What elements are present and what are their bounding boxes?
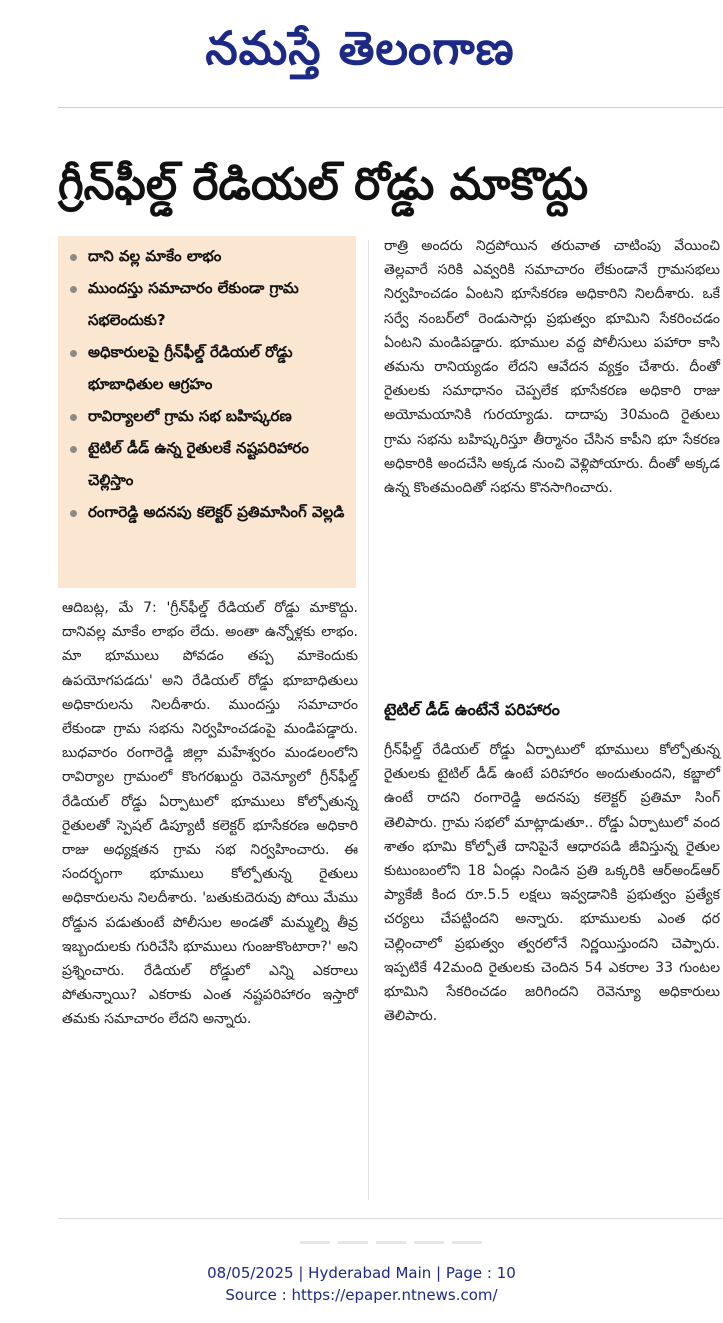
article-body-left: ఆదిబట్ల, మే 7: 'గ్రీన్‌ఫీల్డ్ రేడియల్ రోడ్డు మాకొద్దు. దానివల్ల మాకేం లాభం లేదు. అంతా ఉన్నోళ్లకు లాభం. మా భూములు పోవడం తప్ప మాకెందుకు ఉపయోగపడదు' అని రేడియల్ రోడ్డు భూబాధితులు అధికారులను నిలదీశారు. ముందస్తు సమాచారం లేకుండా గ్రామ సభను నిర్వహించడంపై మండిపడ్డారు. బుధవారం రంగారెడ్డి జిల్లా మహేశ్వరం మండలంలోని రావిర్యాల గ్రామంలో కొంగరఖుర్దు రెవెన్యూలో గ్రీన్‌ఫీల్డ్ రేడియల్ రోడ్డు ఏర్పాటులో భూములు కోల్పోతున్న రైతులతో స్పెషల్ డిప్యూటీ కలెక్టర్ భూసేకరణ అధికారి రాజు అధ్యక్షతన గ్రామ సభ నిర్వహించారు. ఈ సందర్భంగా భూములు కోల్పోతున్న రైతులు అధికారులను నిలదీశారు. 'బతుకుదెరువు పోయి మేము రోడ్డున పడుతుంటే పోలీసుల అండతో మమ్మల్ని తీవ్ర ఇబ్బందులకు గురిచేసి భూములు గుంజుకొంటారా?' అని ప్రశ్నించారు. రేడియల్ రోడ్డులో ఎన్ని ఎకరాలు పోతున్నాయి? ఎకరాకు ఎంత నష్టపరిహారం ఇస్తారో తమకు సమాచారం లేదని అన్నారు. [62,600,358,1028]
column-divider [368,240,369,1200]
cropped-next-article-edge [300,1232,560,1242]
highlights-box [58,236,356,588]
highlight-item: టైటిల్ డీడ్ ఉన్న రైతులకే నష్టపరిహారం చెల్లిస్తాం [68,432,350,496]
article-body-right: రాత్రి అందరు నిద్రపోయిన తరువాత చాటింపు వేయించి తెల్లవారే సరికి ఎవ్వరికి సమాచారం లేకుండానే గ్రామసభలు నిర్వహించడం ఏంటని భూసేకరణ అధికారిని నిలదీశారు. ఒకే సర్వే నంబర్‌లో రెండుసార్లు ప్రభుత్వం భూమిని సేకరించడం ఏంటని మండిపడ్డారు. భూముల వద్ద పోలీసులు పహారా కాసి తమను రానియ్యడం లేదని ఆవేదన వ్యక్తం చేశారు. దీంతో రైతులకు సమాధానం చెప్పలేక భూసేకరణ అధికారి రాజు అయోమయానికి గురయ్యాడు. దాదాపు 30మంది రైతులు గ్రామ సభను బహిష్కరిస్తూ తీర్మానం చేసిన కాపీని భూ సేకరణ అధికారికి అందచేసి అక్కడ నుంచి వెళ్లిపోయారు. దీంతో అక్కడ ఉన్న కొంతమందితో సభను కొనసాగించారు. [384,238,720,497]
highlight-item: రావిర్యాలలో గ్రామ సభ బహిష్కరణ [68,400,350,432]
article-body-right-continued: గ్రీన్‌ఫీల్డ్ రేడియల్ రోడ్డు ఏర్పాటులో భూములు కోల్పోతున్న రైతులకు టైటిల్ డీడ్ ఉంటే పరిహారం అందుతుందని, కబ్జాలో ఉంటే రాదని రంగారెడ్డి అదనపు కలెక్టర్ ప్రతిమా సింగ్ తెలిపారు. గ్రామ సభలో మాట్లాడుతూ.. రోడ్డు ఏర్పాటులో వంద శాతం భూమి కోల్పోతే దానిపైనే ఆధారపడి జీవిస్తున్న రైతుల కుటుంబంలోని 18 ఏండ్లు నిండిన ప్రతి ఒక్కరికి ఆర్‌అండ్‌ఆర్ ప్యాకేజీ కింద రూ.5.5 లక్షలు ఇవ్వడానికి ప్రభుత్వం ప్రత్యేక చర్యలు చేపట్టిందని అన్నారు. భూములకు ఎంత ధర చెల్లించాలో ప్రభుత్వం త్వరలోనే నిర్ణయిస్తుందని చెప్పారు. ఇప్పటికే 42మంది రైతులకు చెందిన 54 ఎకరాల 33 గుంటల భూమిని సేకరించడం జరిగిందని రెవెన్యూ అధికారులు తెలిపారు. [384,742,720,1025]
highlight-item: దాని వల్ల మాకేం లాభం [68,240,350,272]
bottom-divider [58,1218,723,1219]
article-headline: గ్రీన్‌ఫీల్డ్ రేడియల్ రోడ్డు మాకొద్దు [58,159,589,210]
source-link[interactable]: Source : https://epaper.ntnews.com/ [225,1286,498,1304]
newspaper-masthead: నమస్తే తెలంగాణ [205,21,515,75]
masthead-divider [58,107,723,108]
highlight-item: ముందస్తు సమాచారం లేకుండా గ్రామ సభలెందుకు? [68,272,350,336]
edition-info: 08/05/2025 | Hyderabad Main | Page : 10 [207,1264,516,1282]
highlight-item: రంగారెడ్డి అదనపు కలెక్టర్ ప్రతిమాసింగ్ వెల్లడి [68,496,350,528]
highlight-item: అధికారులపై గ్రీన్‌ఫీల్డ్ రేడియల్ రోడ్డు భూబాధితుల ఆగ్రహం [68,336,350,400]
article-subheading: టైటిల్ డీడ్ ఉంటేనే పరిహారం [384,700,560,719]
highlights-list [58,236,356,528]
